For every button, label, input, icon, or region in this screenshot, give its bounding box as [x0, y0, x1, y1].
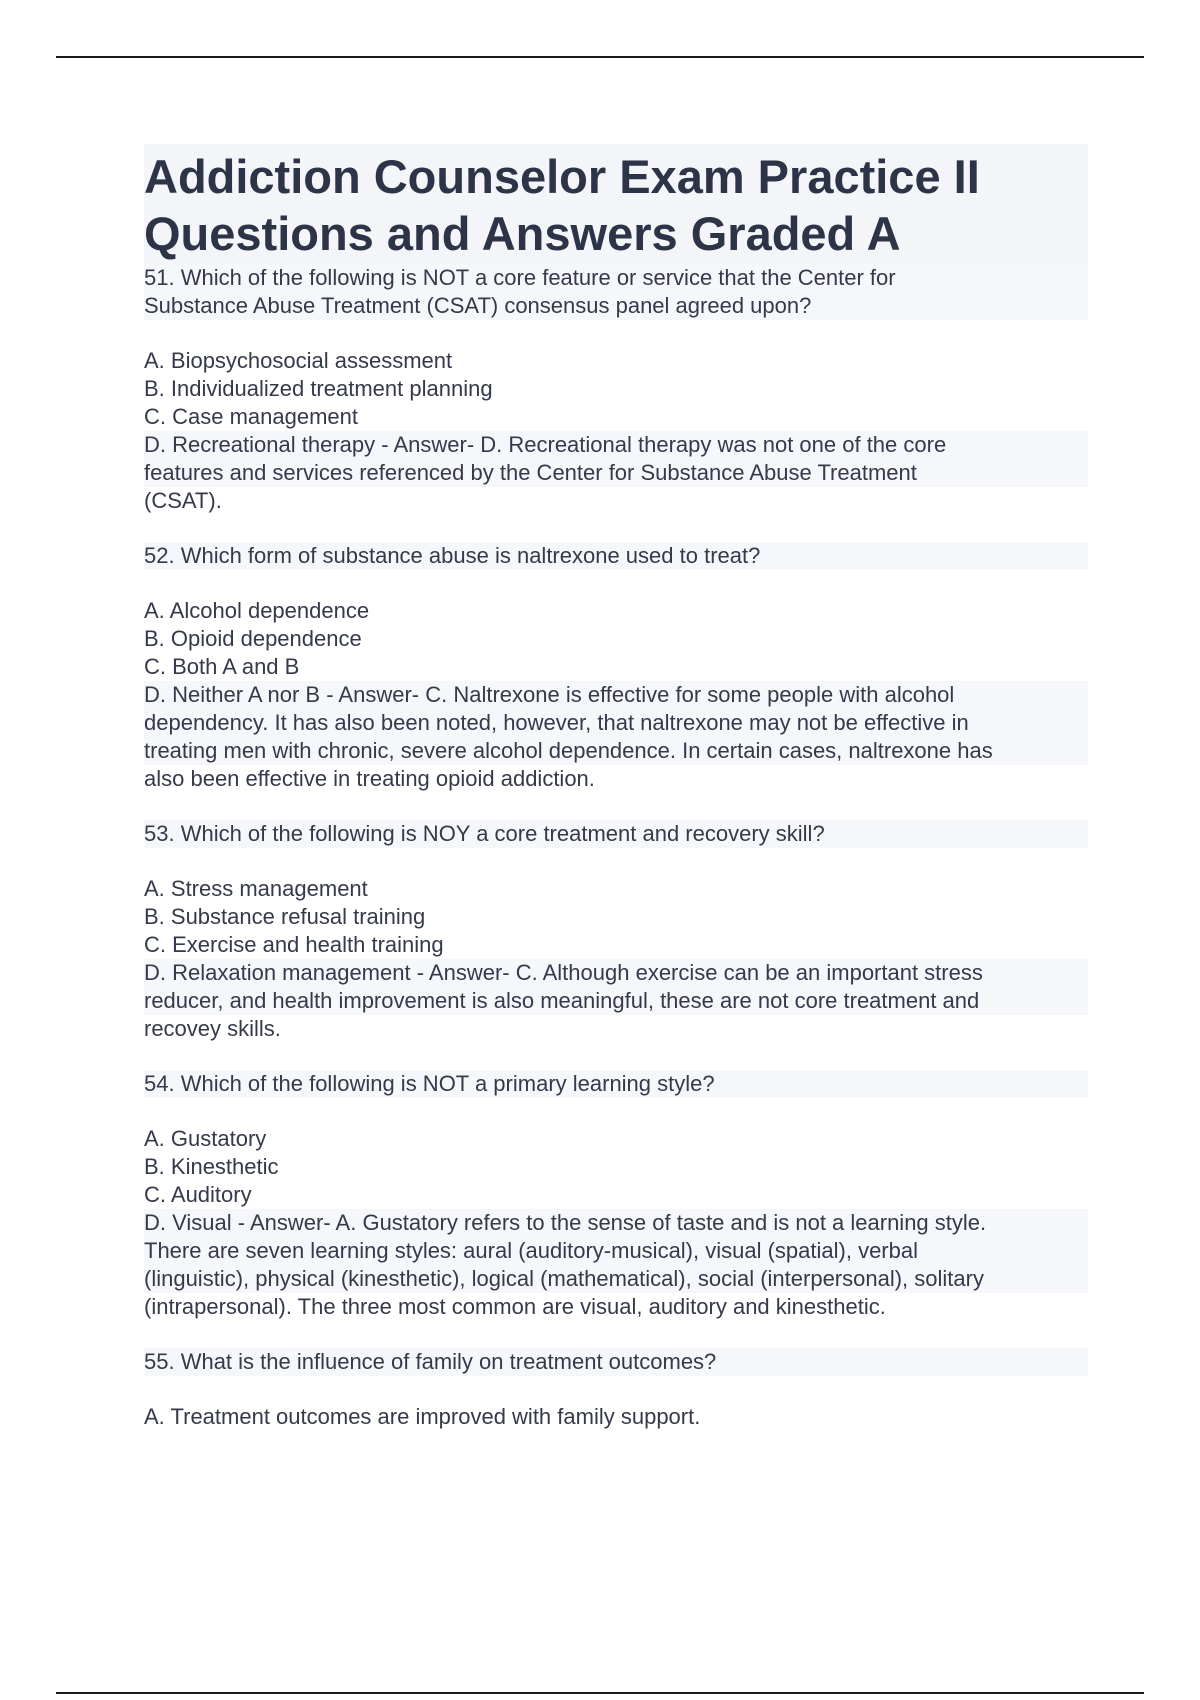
question-54 — [144, 1070, 1088, 1348]
answer-line: D. Neither A nor B - Answer- C. Naltrexone is effective for some people with alcohol — [144, 681, 1088, 709]
question-text: Substance Abuse Treatment (CSAT) consensus panel agreed upon? — [144, 292, 1088, 320]
title-line-1: Addiction Counselor Exam Practice II — [144, 150, 980, 203]
question-text: 51. Which of the following is NOT a core feature or service that the Center for — [144, 264, 1088, 292]
question-55 — [144, 1348, 1088, 1431]
question-text: 53. Which of the following is NOY a core treatment and recovery skill? — [144, 820, 1088, 848]
answer-line: also been effective in treating opioid addiction. — [144, 766, 595, 791]
option-line: C. Auditory — [144, 1182, 252, 1207]
option-line: A. Stress management — [144, 876, 368, 901]
answer-line: reducer, and health improvement is also meaningful, these are not core treatment and — [144, 987, 1088, 1015]
question-53 — [144, 820, 1088, 1070]
title-line-2: Questions and Answers Graded A — [144, 207, 901, 260]
option-line: C. Both A and B — [144, 654, 300, 679]
question-52 — [144, 542, 1088, 820]
header-rule — [56, 56, 1144, 58]
answer-line: recovey skills. — [144, 1016, 281, 1041]
question-text: 52. Which form of substance abuse is naltrexone used to treat? — [144, 542, 1088, 570]
answer-line: treating men with chronic, severe alcohol dependence. In certain cases, naltrexone has — [144, 737, 1088, 765]
option-line: B. Kinesthetic — [144, 1154, 279, 1179]
question-51 — [144, 264, 1088, 542]
answer-line: D. Visual - Answer- A. Gustatory refers to the sense of taste and is not a learning style. — [144, 1209, 1088, 1237]
answer-line: D. Relaxation management - Answer- C. Although exercise can be an important stress — [144, 959, 1088, 987]
option-line: B. Individualized treatment planning — [144, 376, 493, 401]
answer-line: (intrapersonal). The three most common are visual, auditory and kinesthetic. — [144, 1294, 886, 1319]
answer-line: (linguistic), physical (kinesthetic), logical (mathematical), social (interpersonal), solitary — [144, 1265, 1088, 1293]
option-line: A. Biopsychosocial assessment — [144, 348, 453, 373]
answer-line: features and services referenced by the Center for Substance Abuse Treatment — [144, 459, 1088, 487]
question-text: 55. What is the influence of family on treatment outcomes? — [144, 1348, 1088, 1376]
option-line: A. Gustatory — [144, 1126, 267, 1151]
document-body — [144, 144, 1088, 1431]
option-line: A. Treatment outcomes are improved with family support. — [144, 1404, 701, 1429]
option-line: C. Case management — [144, 404, 358, 429]
option-line: B. Opioid dependence — [144, 626, 362, 651]
option-line: A. Alcohol dependence — [144, 598, 370, 623]
footer-rule — [56, 1692, 1144, 1694]
option-line: C. Exercise and health training — [144, 932, 444, 957]
answer-line: There are seven learning styles: aural (auditory-musical), visual (spatial), verbal — [144, 1237, 1088, 1265]
answer-line: (CSAT). — [144, 488, 222, 513]
answer-line: D. Recreational therapy - Answer- D. Recreational therapy was not one of the core — [144, 431, 1088, 459]
option-line: B. Substance refusal training — [144, 904, 426, 929]
question-text: 54. Which of the following is NOT a primary learning style? — [144, 1070, 1088, 1098]
document-title — [144, 144, 1088, 264]
answer-line: dependency. It has also been noted, however, that naltrexone may not be effective in — [144, 709, 1088, 737]
